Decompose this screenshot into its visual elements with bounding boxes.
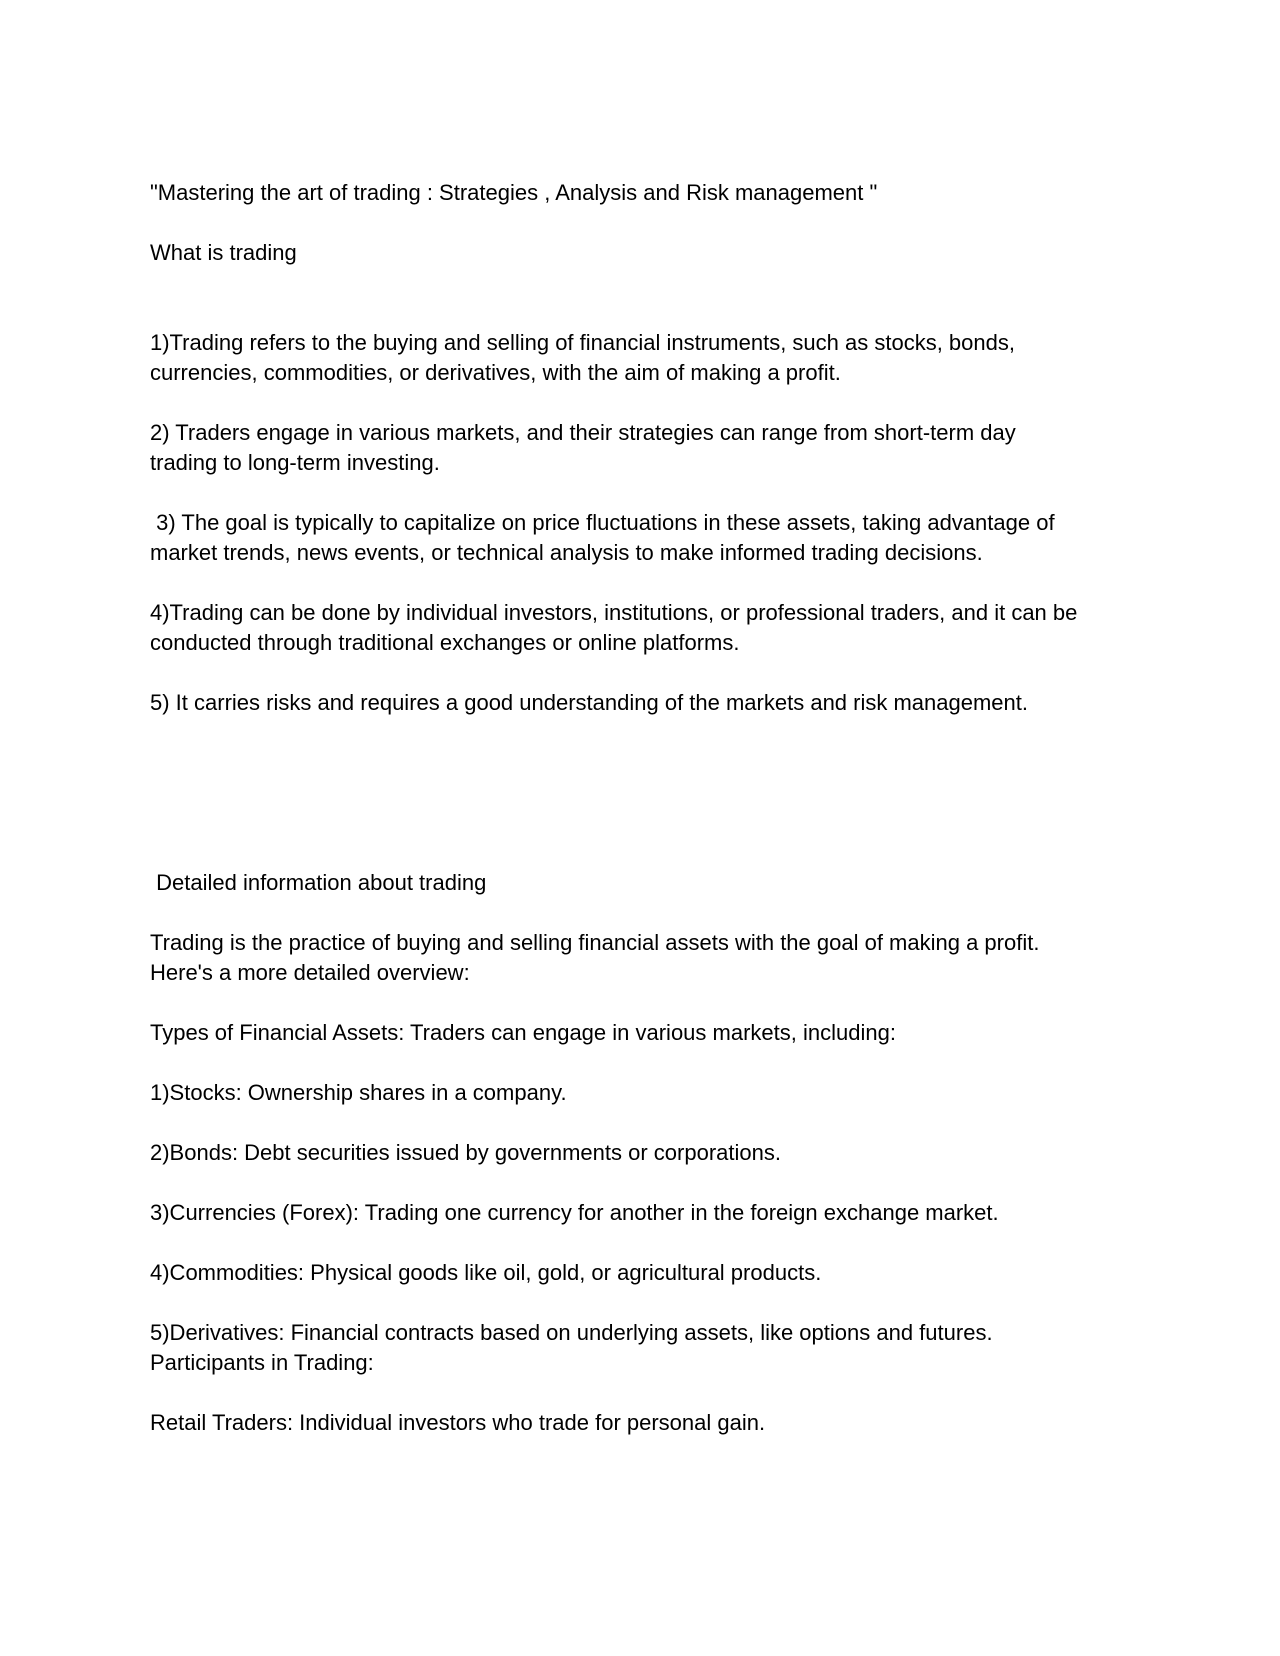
type-item-bonds: 2)Bonds: Debt securities issued by governments or corporations. [150, 1140, 781, 1165]
point-4-line-1: 4)Trading can be done by individual investors, institutions, or professional traders, and it can be [150, 600, 1078, 625]
type-item-commodities: 4)Commodities: Physical goods like oil, gold, or agricultural products. [150, 1260, 822, 1285]
point-1-line-1: 1)Trading refers to the buying and selling of financial instruments, such as stocks, bonds, [150, 330, 1015, 355]
document-title: "Mastering the art of trading : Strategies , Analysis and Risk management " [150, 180, 878, 205]
point-2-line-1: 2) Traders engage in various markets, and their strategies can range from short-term day [150, 420, 1016, 445]
point-1 [150, 328, 1015, 388]
point-4-line-2: conducted through traditional exchanges or online platforms. [150, 630, 740, 655]
point-2 [150, 418, 1016, 478]
derivatives-and-participants [150, 1318, 993, 1378]
point-4 [150, 598, 1077, 658]
point-3-line-1: 3) The goal is typically to capitalize on price fluctuations in these assets, taking advantage of [150, 510, 1055, 535]
point-5-line-1: 5) It carries risks and requires a good understanding of the markets and risk management. [150, 690, 1029, 715]
section2-intro [150, 928, 1039, 988]
type-item-stocks: 1)Stocks: Ownership shares in a company. [150, 1080, 567, 1105]
type-item-derivatives: 5)Derivatives: Financial contracts based on underlying assets, like options and futures. [150, 1320, 993, 1345]
section2-intro-line-2: Here's a more detailed overview: [150, 960, 470, 985]
types-heading: Types of Financial Assets: Traders can engage in various markets, including: [150, 1020, 896, 1045]
point-1-line-2: currencies, commodities, or derivatives, with the aim of making a profit. [150, 360, 841, 385]
point-3 [150, 508, 1055, 568]
point-3-line-2: market trends, news events, or technical analysis to make informed trading decisions. [150, 540, 983, 565]
point-5 [150, 688, 1028, 718]
retail-traders: Retail Traders: Individual investors who trade for personal gain. [150, 1410, 766, 1435]
type-item-currencies: 3)Currencies (Forex): Trading one currency for another in the foreign exchange market. [150, 1200, 999, 1225]
section-heading-what-is-trading: What is trading [150, 240, 297, 265]
section-heading-detailed-information: Detailed information about trading [150, 870, 487, 895]
point-2-line-2: trading to long-term investing. [150, 450, 440, 475]
participants-heading: Participants in Trading: [150, 1350, 374, 1375]
section2-intro-line-1: Trading is the practice of buying and selling financial assets with the goal of making a profit. [150, 930, 1040, 955]
